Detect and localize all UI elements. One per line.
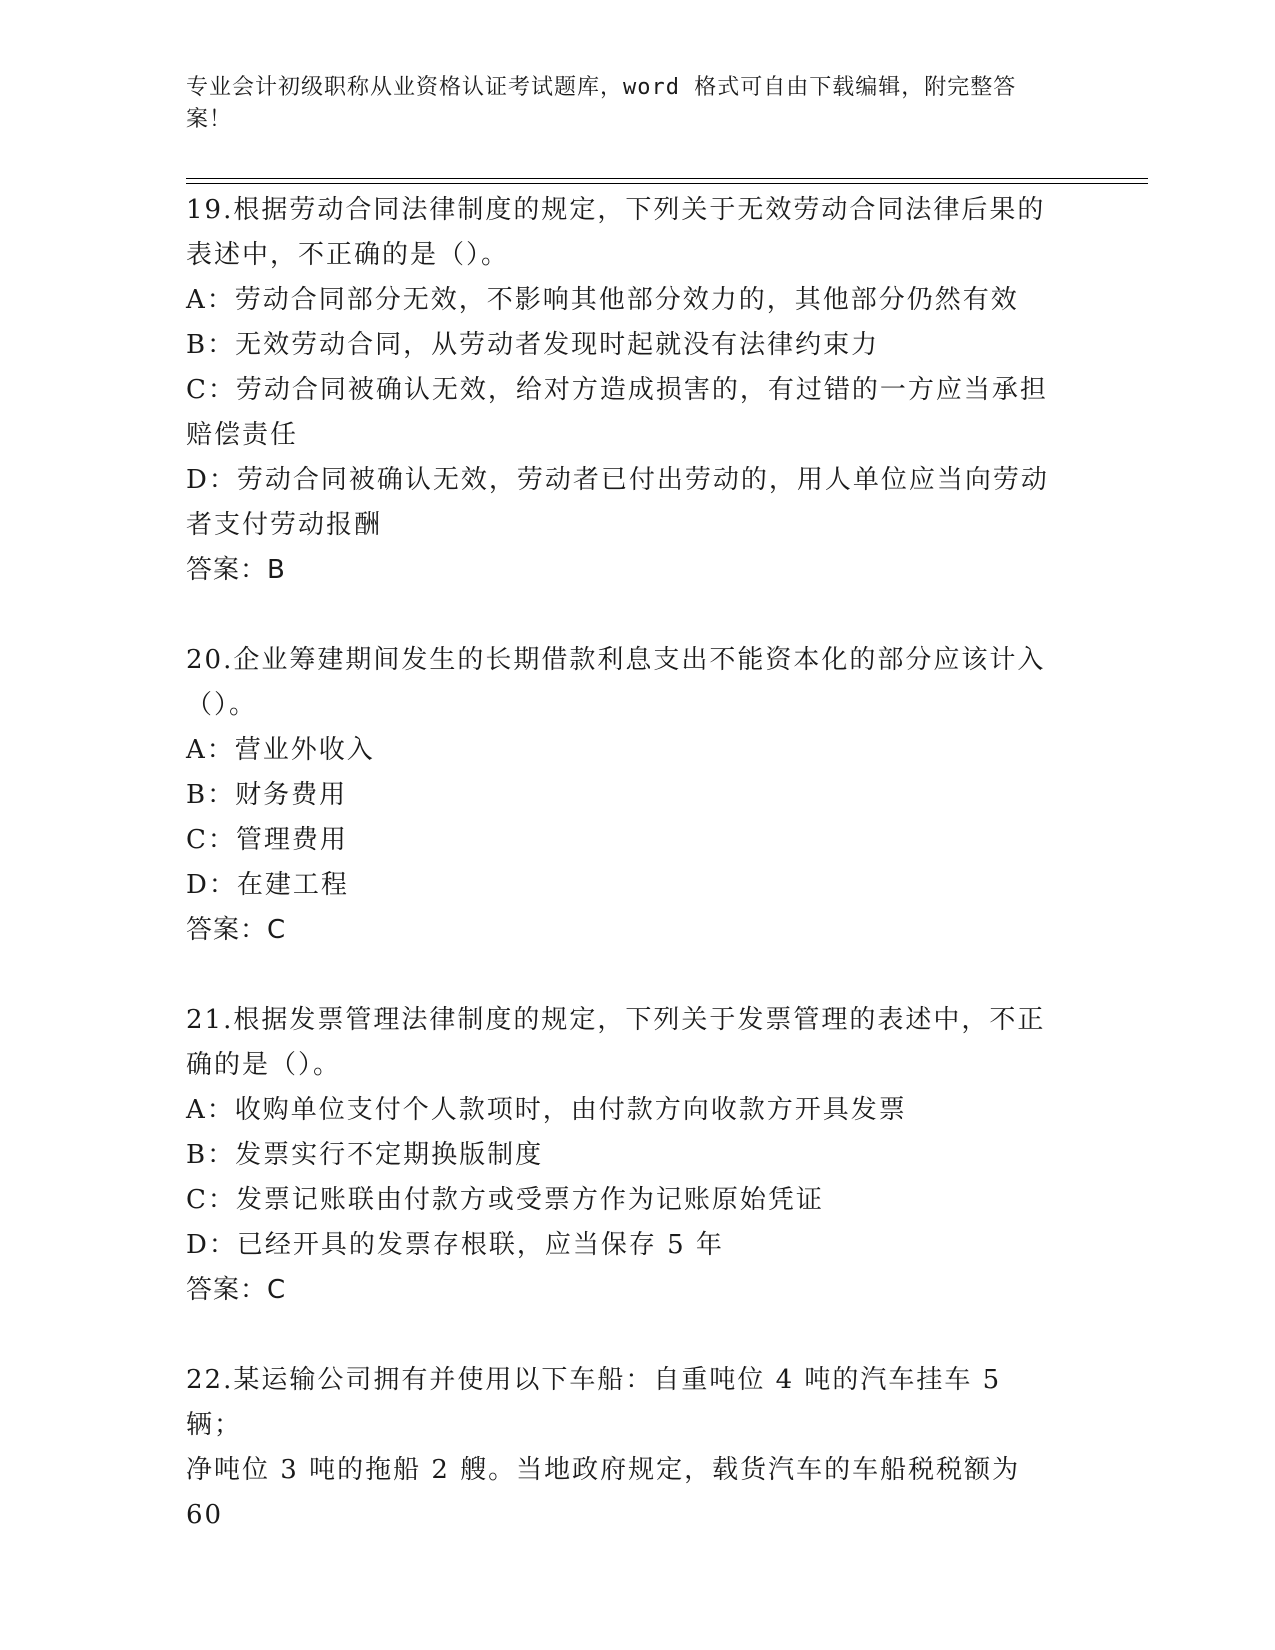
question-19 <box>186 188 1066 593</box>
option-line: C：劳动合同被确认无效，给对方造成损害的，有过错的一方应当承担 <box>186 375 1048 405</box>
header-divider-top <box>186 178 1148 179</box>
option-line: D：已经开具的发票存根联，应当保存 5 年 <box>186 1230 724 1260</box>
option-line: C：管理费用 <box>186 825 348 855</box>
option-line: B：无效劳动合同，从劳动者发现时起就没有法律约束力 <box>186 330 880 360</box>
question-stem-line: 20.企业筹建期间发生的长期借款利息支出不能资本化的部分应该计入 <box>186 645 1046 675</box>
question-22 <box>186 1358 1066 1538</box>
option-line: A：营业外收入 <box>186 735 375 765</box>
option-line: D：劳动合同被确认无效，劳动者已付出劳动的，用人单位应当向劳动 <box>186 465 1049 495</box>
question-stem-line: 22.某运输公司拥有并使用以下车船：自重吨位 4 吨的汽车挂车 5 辆； <box>186 1365 1002 1440</box>
header-divider-bottom <box>186 183 1148 184</box>
option-line: B：发票实行不定期换版制度 <box>186 1140 544 1170</box>
option-line: A：收购单位支付个人款项时，由付款方向收款方开具发票 <box>186 1095 907 1125</box>
option-line: C：发票记账联由付款方或受票方作为记账原始凭证 <box>186 1185 824 1215</box>
question-stem-line: 表述中，不正确的是（）。 <box>186 240 510 270</box>
question-stem-line: 净吨位 3 吨的拖船 2 艘。当地政府规定，载货汽车的车船税税额为 60 <box>186 1455 1021 1530</box>
document-header <box>186 72 1066 136</box>
question-stem-line: 确的是（）。 <box>186 1050 342 1080</box>
option-line: D：在建工程 <box>186 870 349 900</box>
question-stem-line: （）。 <box>186 690 258 720</box>
header-line-2: 案！ <box>186 107 233 132</box>
option-line: 者支付劳动报酬 <box>186 510 383 540</box>
option-line: B：财务费用 <box>186 780 348 810</box>
answer-line: 答案：C <box>186 1275 287 1305</box>
option-line: 赔偿责任 <box>186 420 299 450</box>
option-line: A：劳动合同部分无效，不影响其他部分效力的，其他部分仍然有效 <box>186 285 1019 315</box>
header-line-1: 专业会计初级职称从业资格认证考试题库，word 格式可自由下载编辑，附完整答 <box>186 75 1017 100</box>
question-20 <box>186 638 1066 953</box>
answer-line: 答案：B <box>186 555 286 585</box>
question-21 <box>186 998 1066 1313</box>
question-stem-line: 19.根据劳动合同法律制度的规定，下列关于无效劳动合同法律后果的 <box>186 195 1046 225</box>
answer-line: 答案：C <box>186 915 287 945</box>
question-list <box>186 188 1066 1583</box>
question-stem-line: 21.根据发票管理法律制度的规定，下列关于发票管理的表述中，不正 <box>186 1005 1046 1035</box>
